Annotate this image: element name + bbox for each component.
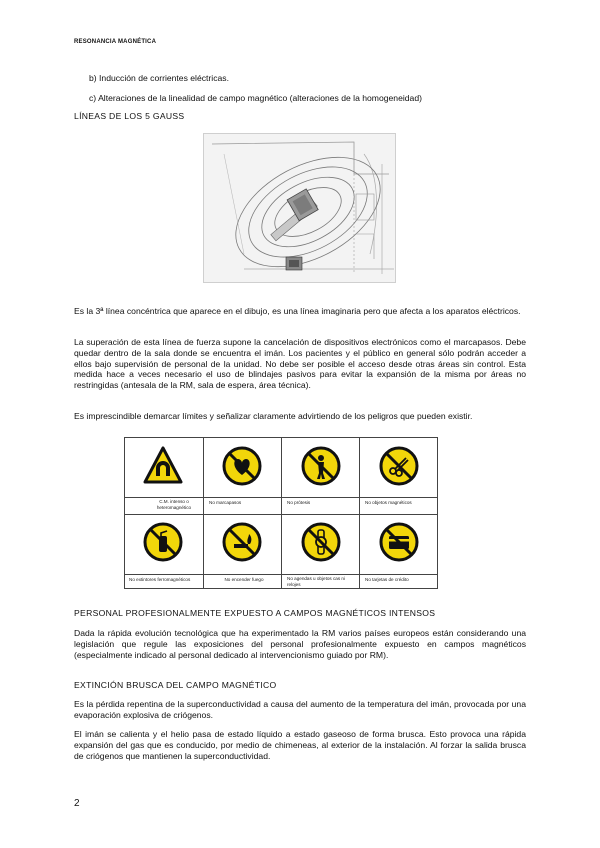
no-watch-icon [301,522,341,562]
no-fire-icon [222,522,262,562]
sign-caption: No marcapasos [209,500,242,505]
sign-caption: No tarjetas de crédito [365,577,409,582]
section-title-extincion: EXTINCIÓN BRUSCA DEL CAMPO MAGNÉTICO [74,680,277,690]
magnet-warning-icon [143,446,183,486]
safety-signs-table [124,437,438,589]
section-title-gauss: LÍNEAS DE LOS 5 GAUSS [74,111,185,121]
no-prosthesis-icon [301,446,341,486]
running-header: RESONANCIA MAGNÉTICA [74,39,157,45]
sign-caption: No agendas u objetos cas ni relojes [287,576,345,587]
paragraph-gauss-1: Es la 3ª línea concéntrica que aparece en el dibujo, es una línea imaginaria pero que afecta a los aparatos eléctricos. [74,306,521,316]
floor-plan-gauss-lines-icon [204,134,396,283]
no-pacemaker-icon [222,446,262,486]
gauss-lines-figure [203,133,396,283]
paragraph-extincion-2: El imán se calienta y el helio pasa de estado líquido a estado gaseoso de forma brusca. Esto provoca una rápida expansión del gas que es conducido, por medio de chimeneas, al exterior de la instalación. Al forzar la salida brusca de criógenos que mantienen la superconductividad. [74,729,526,761]
list-item-b: b) Inducción de corrientes eléctricas. [89,73,229,83]
sign-caption: No prótesis [287,500,311,505]
list-item-c: c) Alteraciones de la linealidad de campo magnético (alteraciones de la homogeneidad) [89,93,422,103]
sign-caption: No encender fuego [224,577,264,582]
sign-caption: No extintores ferromagnéticos [129,577,191,582]
no-extinguisher-icon [143,522,183,562]
page-number: 2 [74,798,80,809]
paragraph-gauss-2: La superación de esta línea de fuerza supone la cancelación de dispositivos electrónicos como el marcapasos. Debe quedar dentro de la sala donde se encuentra el imán. Los pacientes y el público en general sólo podrán acceder a ellos bajo supervisión de personal de la unidad. No debe ser posible el acceso desde otras áreas sin control. Esta medida hace a veces necesario el uso de blindajes pasivos para evitar la expansión de la misma por áreas no restringidas (antesala de la RM, sala de espera, área técnica). [74,337,526,391]
sign-caption: C.M. intenso o heteromagnético [156,499,192,510]
paragraph-extincion-1: Es la pérdida repentina de la superconductividad a causa del aumento de la temperatura del imán, provocada por una evaporación explosiva de criógenos. [74,699,526,720]
paragraph-gauss-3: Es imprescindible demarcar límites y señalizar claramente advirtiendo de los peligros que pueden existir. [74,411,473,421]
paragraph-personal-1: Dada la rápida evolución tecnológica que ha experimentado la RM varios países europeos están considerando una legislación que regule las exposiciones del personal profesionalmente expuesto en campos magnéticos (especialmente indicado al personal dedicado al intervencionismo guiado por RM). [74,628,526,660]
no-metal-objects-icon [379,446,419,486]
section-title-personal: PERSONAL PROFESIONALMENTE EXPUESTO A CAMPOS MAGNÉTICOS INTENSOS [74,608,436,618]
sign-caption: No objetos magnéticos [365,500,412,505]
no-credit-card-icon [379,522,419,562]
